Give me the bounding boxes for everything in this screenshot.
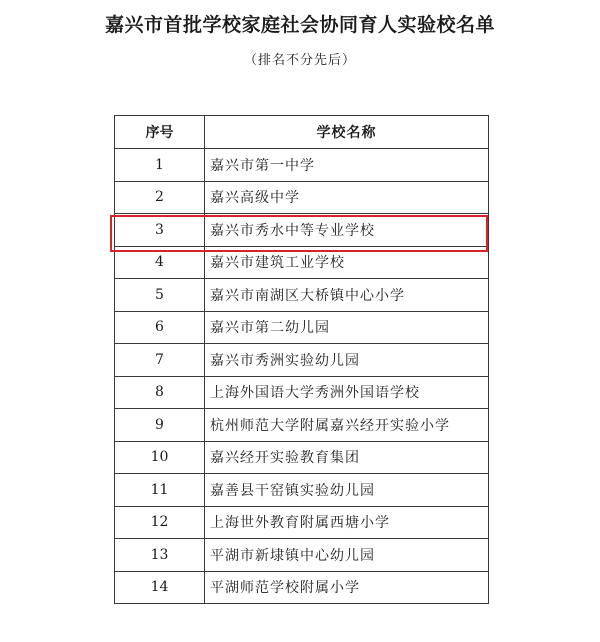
table-row bbox=[115, 441, 489, 474]
cell-seq: 2 bbox=[115, 181, 205, 214]
cell-school-name: 上海世外教育附属西塘小学 bbox=[205, 506, 489, 539]
table-row bbox=[115, 376, 489, 409]
cell-school-name: 嘉兴市第一中学 bbox=[205, 149, 489, 182]
cell-seq: 13 bbox=[115, 539, 205, 572]
page-subtitle: （排名不分先后） bbox=[243, 53, 356, 68]
cell-school-name: 平湖市新埭镇中心幼儿园 bbox=[205, 539, 489, 572]
table-row-highlighted bbox=[115, 214, 489, 247]
table-row bbox=[115, 539, 489, 572]
header-school-name: 学校名称 bbox=[205, 116, 489, 149]
cell-seq: 7 bbox=[115, 344, 205, 377]
cell-seq: 3 bbox=[115, 214, 205, 247]
cell-seq: 8 bbox=[115, 376, 205, 409]
cell-school-name: 嘉兴市秀水中等专业学校 bbox=[205, 214, 489, 247]
cell-school-name: 嘉善县干窑镇实验幼儿园 bbox=[205, 474, 489, 507]
cell-school-name: 嘉兴市第二幼儿园 bbox=[205, 311, 489, 344]
cell-seq: 12 bbox=[115, 506, 205, 539]
cell-school-name: 杭州师范大学附属嘉兴经开实验小学 bbox=[205, 409, 489, 442]
table-row bbox=[115, 409, 489, 442]
cell-school-name: 嘉兴经开实验教育集团 bbox=[205, 441, 489, 474]
header-seq: 序号 bbox=[115, 116, 205, 149]
cell-seq: 6 bbox=[115, 311, 205, 344]
cell-seq: 14 bbox=[115, 571, 205, 604]
cell-seq: 5 bbox=[115, 279, 205, 312]
table-row bbox=[115, 311, 489, 344]
cell-school-name: 嘉兴市南湖区大桥镇中心小学 bbox=[205, 279, 489, 312]
table-row bbox=[115, 506, 489, 539]
school-list-table bbox=[114, 115, 489, 604]
cell-seq: 4 bbox=[115, 246, 205, 279]
table-header-row bbox=[115, 116, 489, 149]
page-title: 嘉兴市首批学校家庭社会协同育人实验校名单 bbox=[104, 14, 495, 36]
cell-seq: 11 bbox=[115, 474, 205, 507]
table-row bbox=[115, 246, 489, 279]
cell-school-name: 平湖师范学校附属小学 bbox=[205, 571, 489, 604]
table-row bbox=[115, 181, 489, 214]
table-row bbox=[115, 474, 489, 507]
cell-school-name: 嘉兴市秀洲实验幼儿园 bbox=[205, 344, 489, 377]
cell-seq: 9 bbox=[115, 409, 205, 442]
cell-seq: 10 bbox=[115, 441, 205, 474]
table-row bbox=[115, 344, 489, 377]
cell-seq: 1 bbox=[115, 149, 205, 182]
table-row bbox=[115, 279, 489, 312]
table-row bbox=[115, 571, 489, 604]
cell-school-name: 上海外国语大学秀洲外国语学校 bbox=[205, 376, 489, 409]
cell-school-name: 嘉兴高级中学 bbox=[205, 181, 489, 214]
table-row bbox=[115, 149, 489, 182]
cell-school-name: 嘉兴市建筑工业学校 bbox=[205, 246, 489, 279]
